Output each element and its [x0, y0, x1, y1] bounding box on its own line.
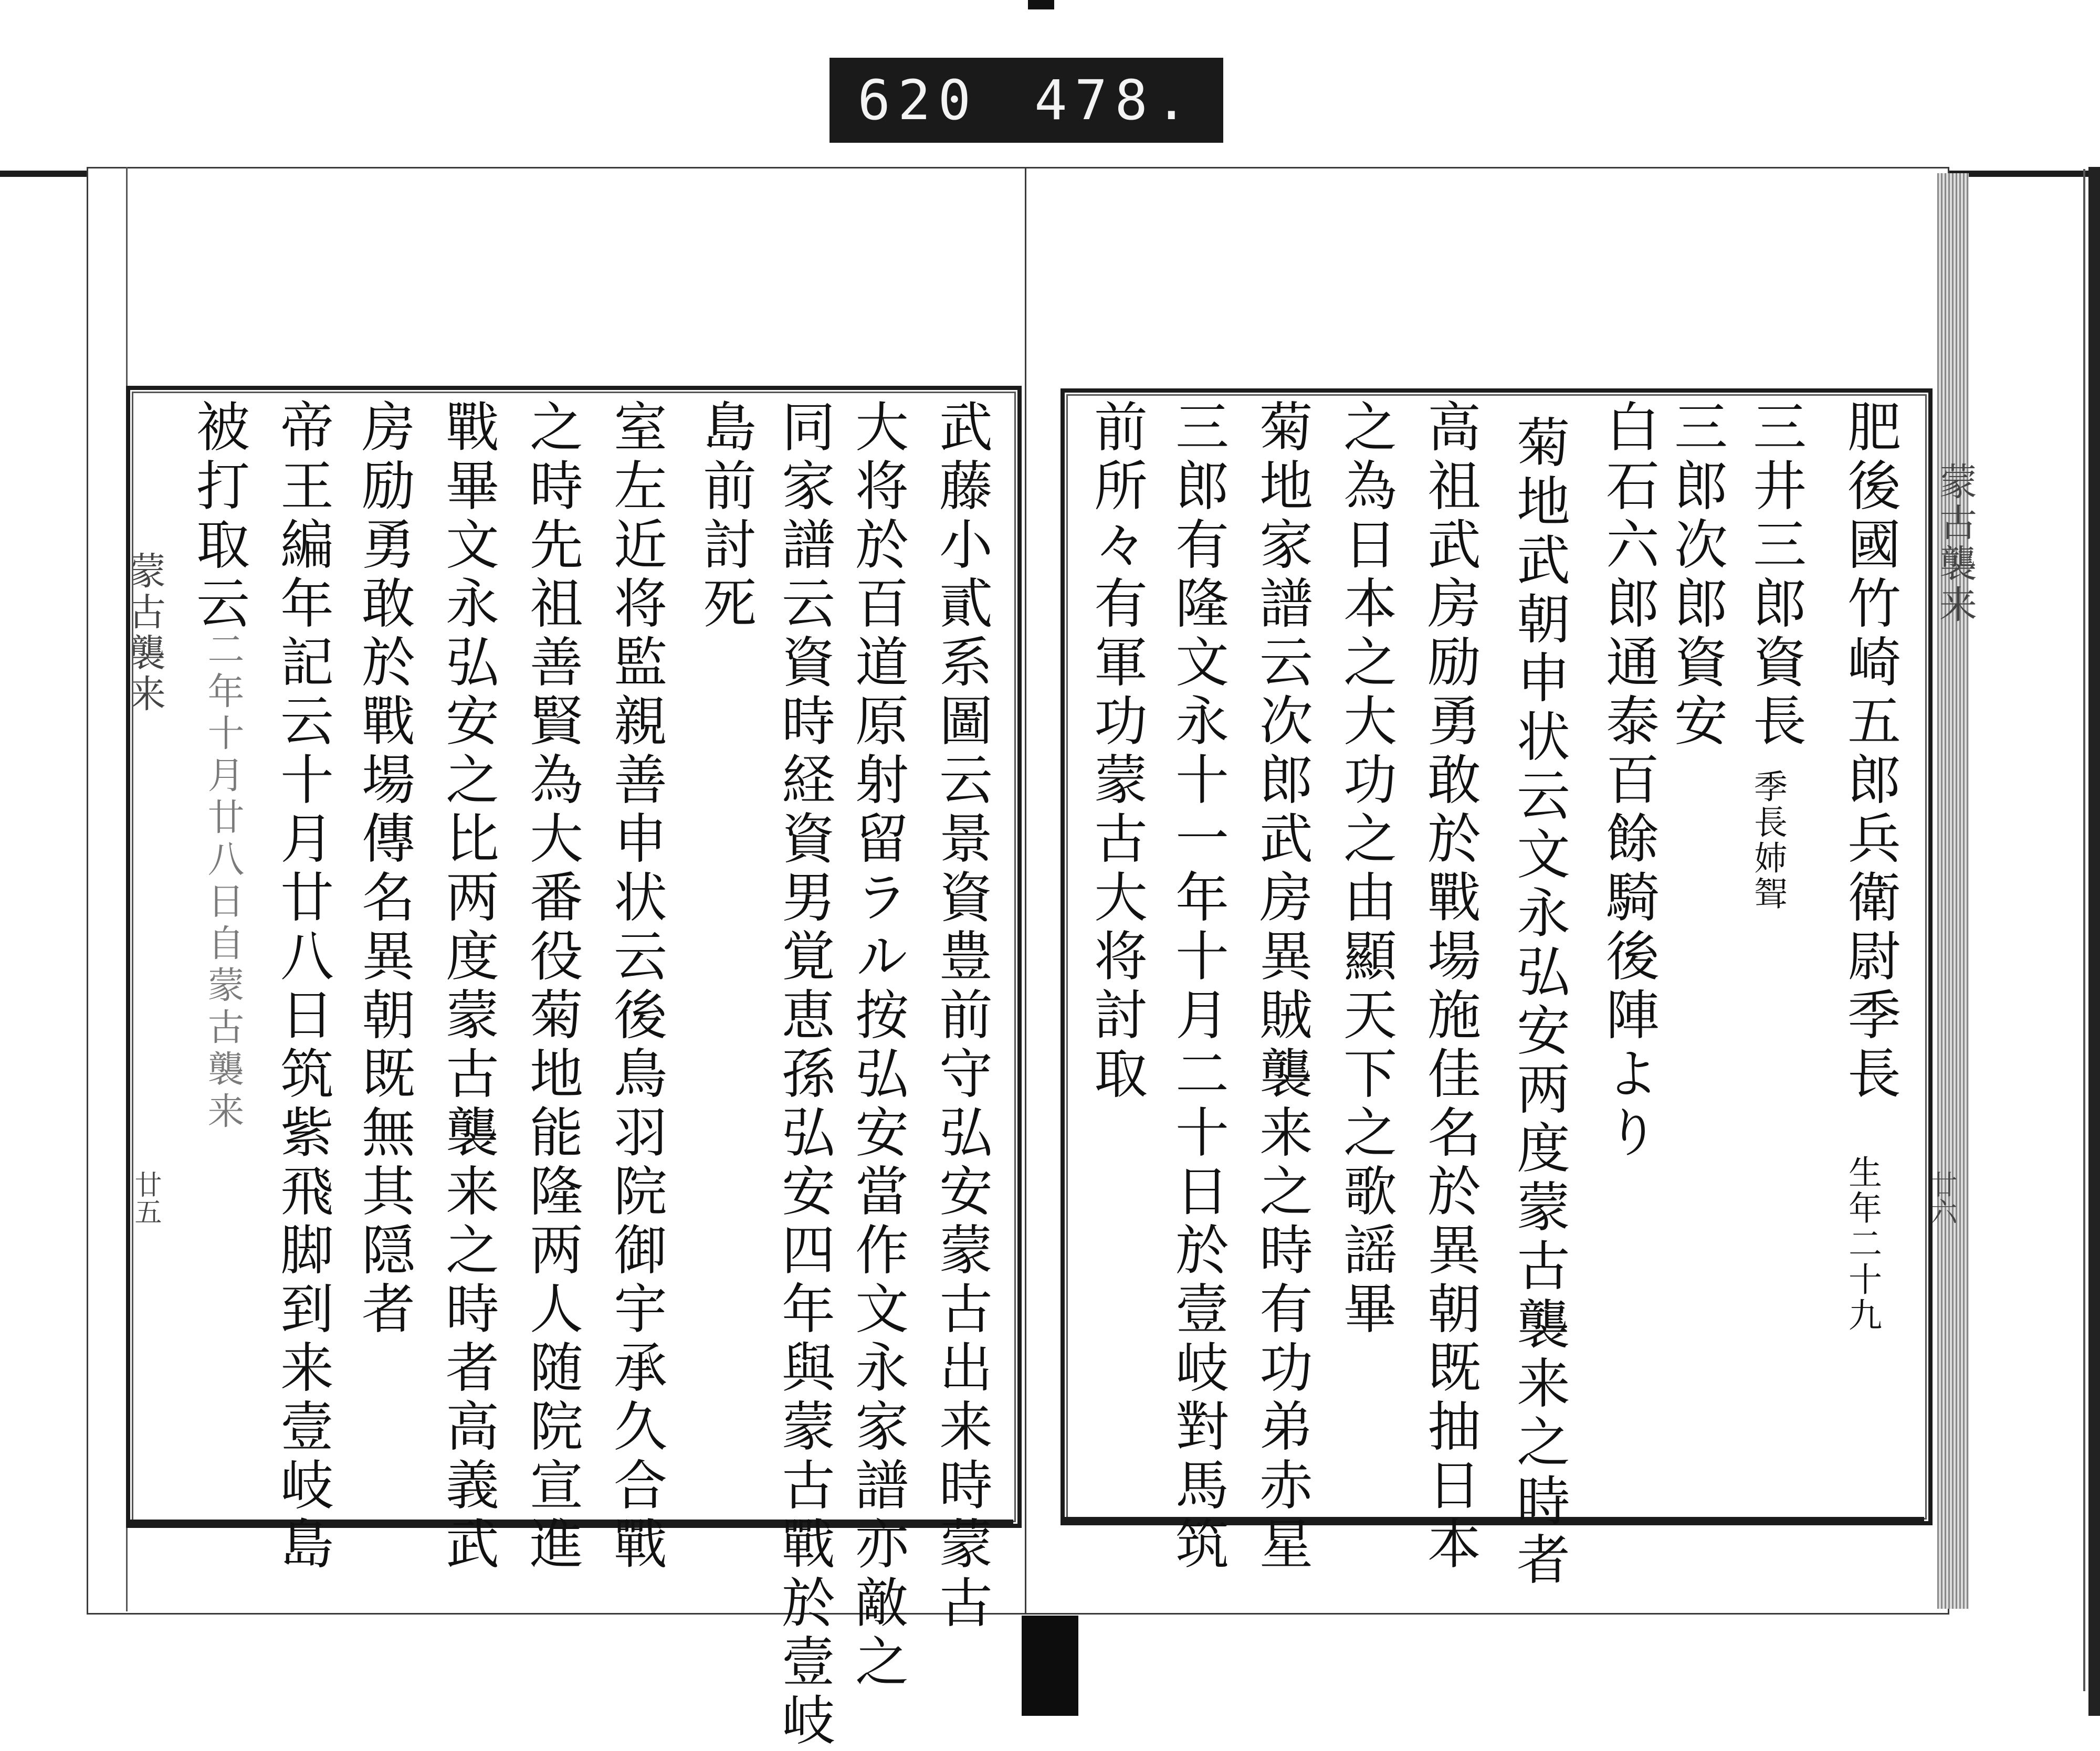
text-column: 之為日本之大功之由顯天下之歌謡畢	[1335, 399, 1397, 1339]
scan-right-edge	[2088, 167, 2100, 1716]
text-column: 同家譜云資時経資男覚恵孫弘安四年與蒙古戰於壹岐	[773, 399, 835, 1751]
binding-edge-bottom	[1022, 1616, 1078, 1716]
text-column: 菊地家譜云次郎武房異賊襲来之時有功弟赤星	[1251, 399, 1313, 1575]
text-column: 帝王編年記云十月廿八日筑紫飛脚到来壹岐島	[271, 399, 334, 1575]
text-column: 三郎有隆文永十一年十月二十日於壹岐對馬筑	[1167, 399, 1229, 1575]
page-stack-edge	[1937, 173, 1969, 1609]
text-column: 戰畢文永弘安之比两度蒙古襲来之時者高義武	[437, 399, 499, 1575]
binding-edge-top	[1028, 0, 1054, 9]
archive-label-left-number: 620	[857, 68, 979, 132]
text-column: 菊地武朝申状云文永弘安两度蒙古襲来之時者	[1508, 415, 1570, 1590]
show-through-text: 二年十月廿八日自蒙古襲来	[202, 630, 245, 1134]
text-column: 武藤小貳系圖云景資豊前守弘安蒙古出来時蒙古	[930, 399, 993, 1633]
text-column: 白石六郎通泰百餘騎後陣より	[1597, 399, 1660, 1163]
text-column: 高祖武房励勇敢於戰場施佳名於異朝既抽日本	[1419, 399, 1481, 1575]
text-column: 大将於百道原射留ラル按弘安當作文永家譜亦敵之	[846, 399, 909, 1692]
archive-label	[830, 58, 1223, 143]
archive-label-right-number: 478.	[1034, 68, 1195, 132]
text-column: 房励勇敢於戰場傳名異朝既無其隠者	[353, 399, 415, 1339]
text-column: 三郎次郎資安	[1665, 399, 1728, 752]
left-margin-title: 蒙古襲来	[122, 551, 166, 715]
text-column: 室左近将監親善申状云後鳥羽院御宇承久合戰	[605, 399, 667, 1575]
left-page-margin-strip	[88, 167, 128, 1611]
right-folio: 廿六	[1925, 1170, 1957, 1225]
right-margin-title: 蒙古襲来	[1933, 462, 1977, 626]
annotation: 生年二十九	[1843, 1155, 1882, 1333]
text-column: 肥後國竹崎五郎兵衛尉季長	[1839, 399, 1901, 1104]
scan-right-line	[2083, 169, 2085, 1691]
text-column: 之時先祖善賢為大番役菊地能隆两人随院宣進	[521, 399, 583, 1575]
annotation: 季長姉聟	[1748, 769, 1787, 912]
text-column: 島前討死	[694, 399, 757, 634]
text-column: 前所々有軍功蒙古大将討取	[1085, 399, 1148, 1104]
text-column: 三井三郎資長	[1744, 399, 1807, 752]
text-column: 被打取云	[187, 399, 250, 634]
left-folio: 廿五	[130, 1170, 161, 1225]
